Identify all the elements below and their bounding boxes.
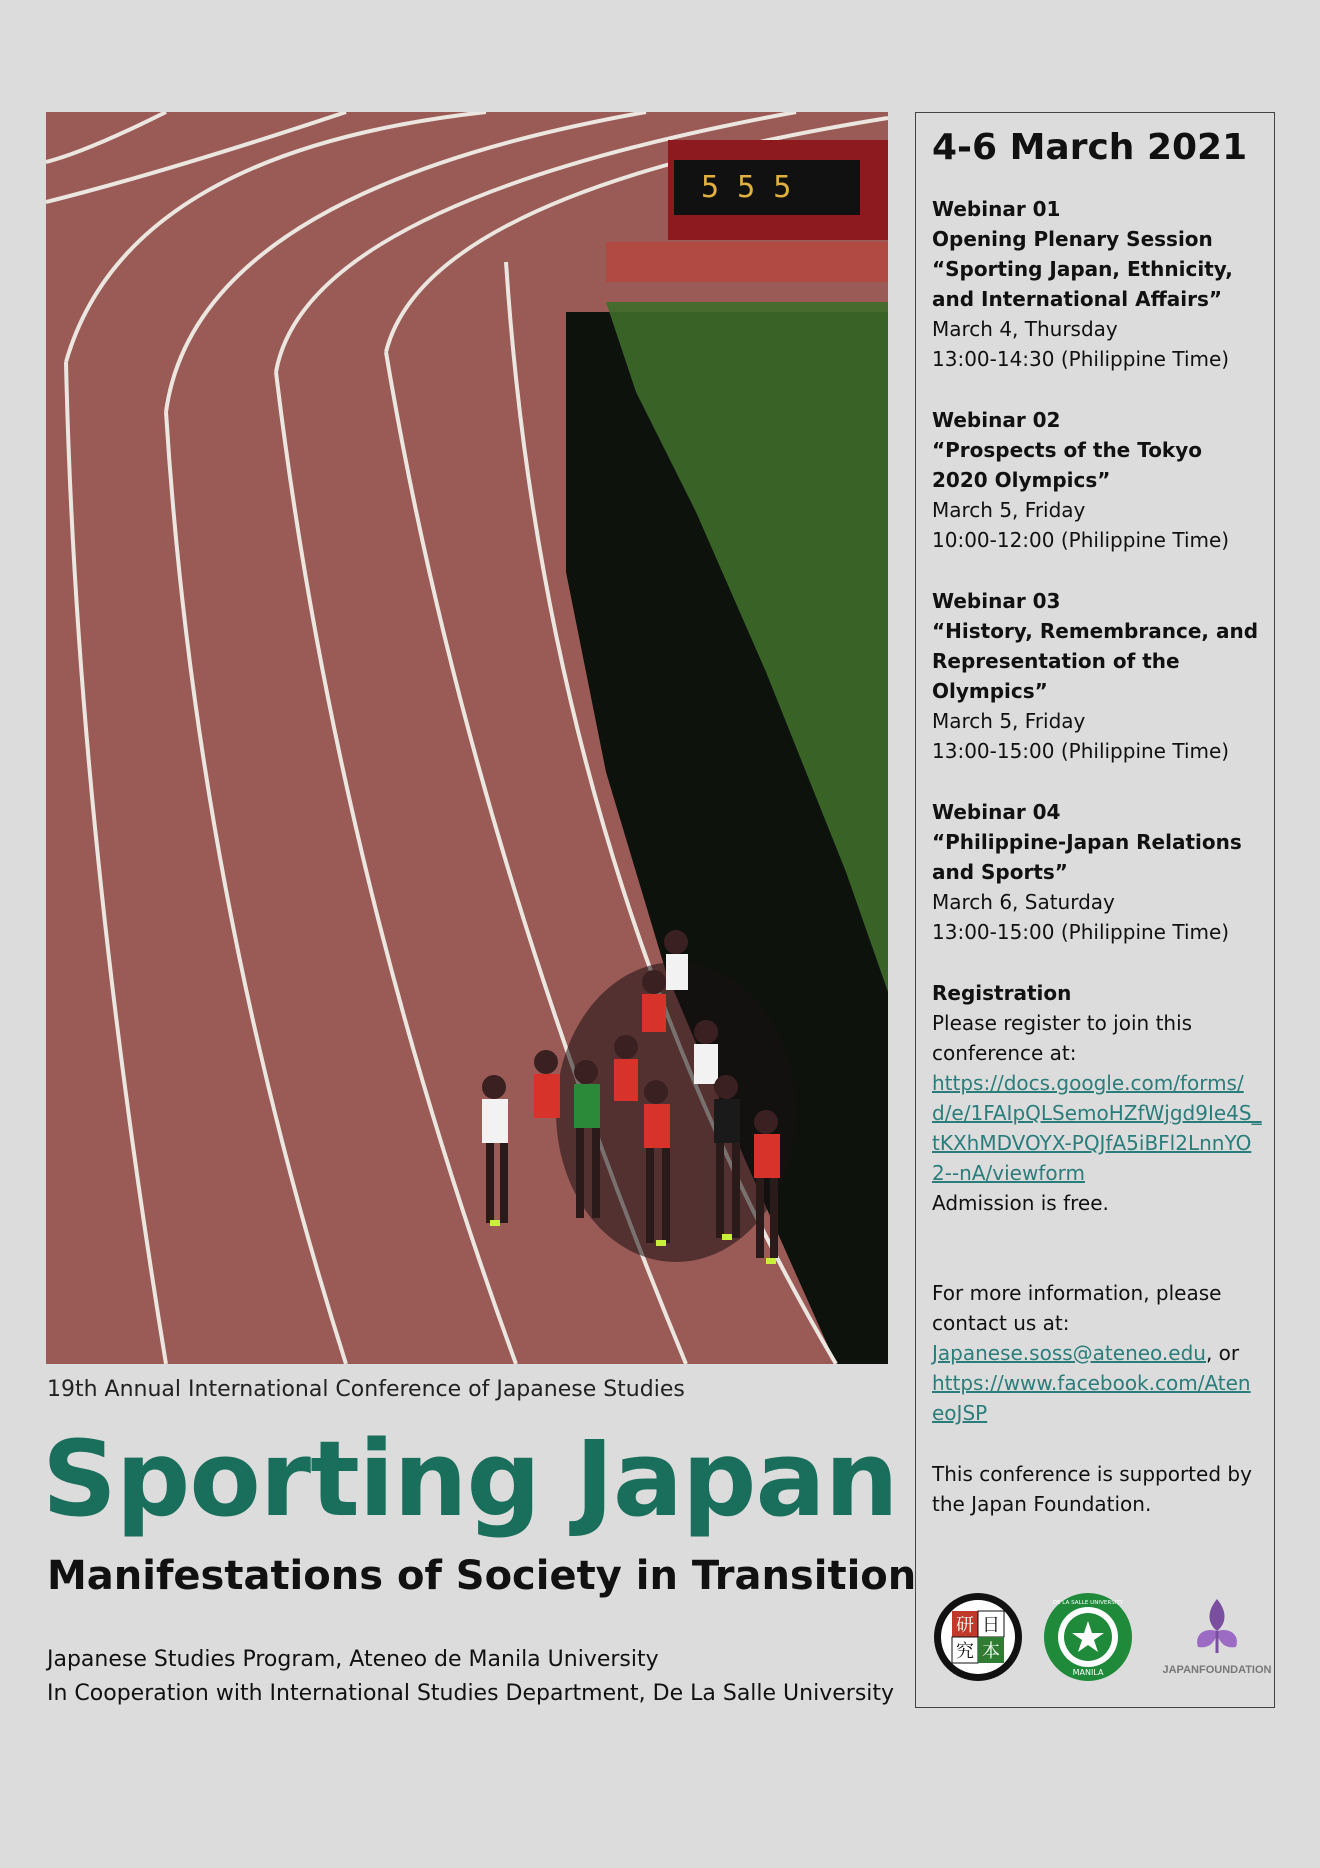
date-heading: 4-6 March 2021 <box>932 127 1248 168</box>
japan-foundation-logo <box>1162 1591 1272 1683</box>
webinar-01 <box>932 194 1262 374</box>
ateneo-jsp-logo <box>932 1591 1024 1683</box>
webinar-label: Webinar 03 <box>932 589 1061 613</box>
webinar-date: March 6, Saturday <box>932 890 1115 914</box>
organizer-line: Japanese Studies Program, Ateneo de Manila University <box>47 1647 659 1672</box>
admission-note: Admission is free. <box>932 1191 1109 1215</box>
webinar-date: March 5, Friday <box>932 709 1086 733</box>
webinar-label: Webinar 01 <box>932 197 1061 221</box>
logo-char: 日 <box>982 1615 1000 1636</box>
webinar-title-line: “Prospects of the Tokyo 2020 Olympics” <box>932 438 1203 492</box>
registration-text: Please register to join this conference at: <box>932 1011 1193 1065</box>
registration-section <box>932 978 1262 1218</box>
webinar-time: 10:00-12:00 (Philippine Time) <box>932 528 1230 552</box>
dlsu-seal-logo <box>1042 1591 1134 1683</box>
svg-text:5 5 5: 5 5 5 <box>701 170 792 205</box>
page-title: Sporting Japan <box>42 1418 898 1540</box>
conference-line: 19th Annual International Conference of Japanese Studies <box>47 1377 685 1402</box>
webinar-title-line: Opening Plenary Session <box>932 227 1213 251</box>
webinar-time: 13:00-15:00 (Philippine Time) <box>932 739 1230 763</box>
track-illustration <box>46 112 888 1364</box>
email-link[interactable]: Japanese.soss@ateneo.edu <box>932 1341 1206 1365</box>
webinar-title-line: “Philippine-Japan Relations and Sports” <box>932 830 1242 884</box>
track-photo <box>46 112 888 1364</box>
jf-wordmark: JAPANFOUNDATION <box>1162 1664 1272 1676</box>
organizers <box>47 1643 894 1711</box>
schedule-panel <box>915 112 1275 1708</box>
dlsu-text: DE LA SALLE UNIVERSITY <box>1052 1600 1124 1606</box>
dlsu-sub-text: MANILA <box>1072 1668 1104 1677</box>
webinar-title-line: “Sporting Japan, Ethnicity, and International Affairs” <box>932 257 1233 311</box>
webinar-03 <box>932 586 1262 766</box>
cooperation-line: In Cooperation with International Studies Department, De La Salle University <box>47 1681 895 1706</box>
logo-char: 究 <box>956 1641 974 1662</box>
contact-separator: , or <box>1205 1341 1240 1365</box>
webinar-time: 13:00-15:00 (Philippine Time) <box>932 920 1230 944</box>
webinar-time: 13:00-14:30 (Philippine Time) <box>932 347 1230 371</box>
contact-text: For more information, please contact us at: <box>932 1281 1222 1335</box>
webinar-label: Webinar 02 <box>932 408 1061 432</box>
support-note: This conference is supported by the Japan Foundation. <box>932 1462 1252 1516</box>
webinar-date: March 4, Thursday <box>932 317 1118 341</box>
contact-section <box>932 1278 1262 1428</box>
webinar-02 <box>932 405 1262 555</box>
logo-char: 本 <box>982 1641 1000 1662</box>
page-subtitle: Manifestations of Society in Transition <box>47 1553 917 1599</box>
logo-char: 研 <box>956 1615 974 1636</box>
registration-link[interactable]: https://docs.google.com/forms/d/e/1FAIpQLSemoHZfWjgd9Ie4S_tKXhMDVOYX-PQJfA5iBFl2LnnYO2--nA/viewform <box>932 1071 1262 1185</box>
facebook-link[interactable]: https://www.facebook.com/AteneoJSP <box>932 1371 1251 1425</box>
webinar-04 <box>932 797 1262 947</box>
webinar-label: Webinar 04 <box>932 800 1061 824</box>
webinar-title-line: “History, Remembrance, and Representation of the Olympics” <box>932 619 1259 703</box>
registration-heading: Registration <box>932 981 1072 1005</box>
webinar-date: March 5, Friday <box>932 498 1086 522</box>
logo-row <box>932 1591 1272 1691</box>
